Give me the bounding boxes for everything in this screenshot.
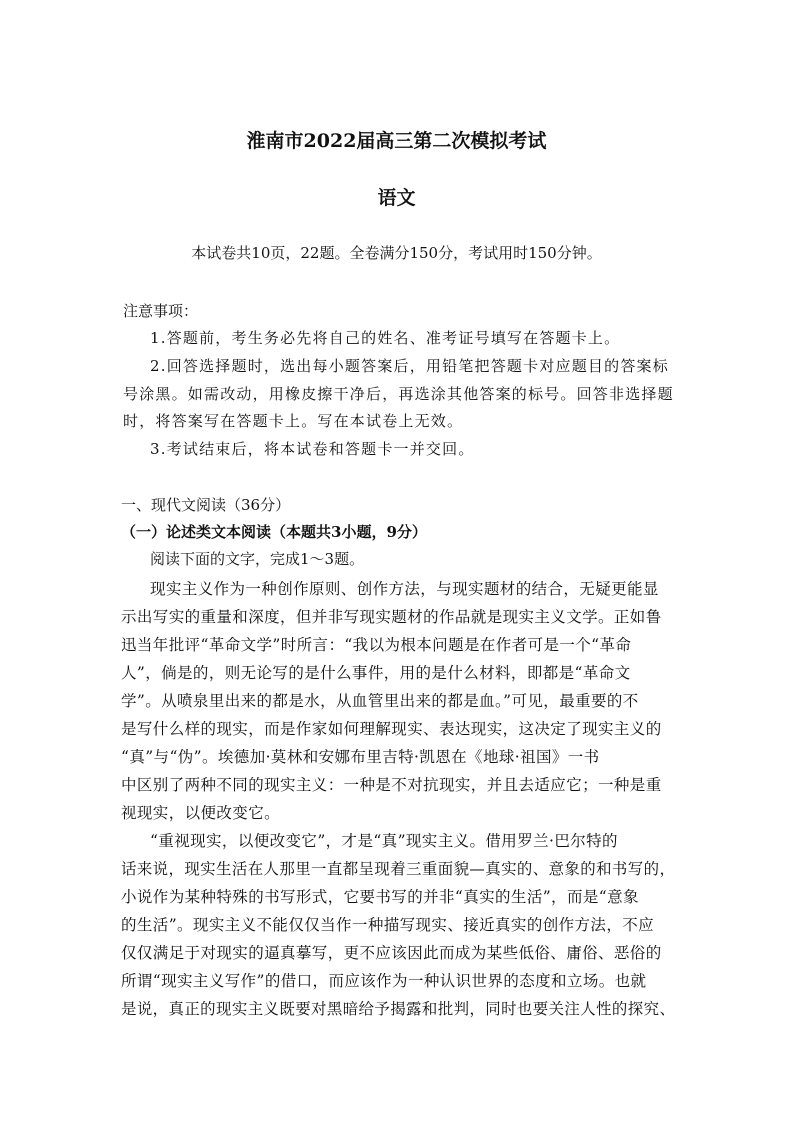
passage-line: 现实主义作为一种创作原则、创作方法，与现实题材的结合，无疑更能显	[150, 580, 659, 598]
section-title: 一、现代文阅读（36分）	[121, 496, 291, 514]
passage-line: 小说作为某种特殊的书写形式，它要书写的并非“真实的生活”，而是“意象	[121, 888, 639, 906]
passage-line: 迅当年批评“革命文学”时所言：“我以为根本问题是在作者可是一个“革命	[121, 636, 632, 654]
note-line: 3.考试结束后，将本试卷和答题卡一并交回。	[150, 440, 475, 458]
passage-line: 话来说，现实生活在人那里一直都呈现着三重面貌—真实的、意象的和书写的，	[121, 860, 676, 878]
exam-summary: 本试卷共10页，22题。全卷满分150分，考试用时150分钟。	[191, 244, 602, 262]
note-line: 1.答题前，考生务必先将自己的姓名、准考证号填写在答题卡上。	[150, 329, 621, 347]
passage-line: 人”，倘是的，则无论写的是什么事件，用的是什么材料，即都是“革命文	[121, 664, 631, 682]
passage-line: 示出写实的重量和深度，但并非写现实题材的作品就是现实主义文学。正如鲁	[121, 608, 662, 626]
passage-line: 中区别了两种不同的现实主义：一种是不对抗现实，并且去适应它；一种是重	[121, 776, 662, 794]
passage-line: 是说，真正的现实主义既要对黑暗给予揭露和批判，同时也要关注人性的探究、	[121, 1000, 676, 1018]
section-subtitle: （一）论述类文本阅读（本题共3小题，9分）	[121, 523, 427, 541]
subject-title: 语文	[377, 187, 416, 209]
reading-prompt: 阅读下面的文字，完成1～3题。	[150, 550, 365, 568]
exam-title: 淮南市2022届高三第二次模拟考试	[246, 130, 547, 152]
passage-line: 是写什么样的现实，而是作家如何理解现实、表达现实，这决定了现实主义的	[121, 720, 662, 738]
passage-line: 视现实，以便改变它。	[121, 804, 281, 822]
passage-line: “真”与“伪”。埃德加·莫林和安娜布里吉特·凯恩在《地球·祖国》一书	[121, 748, 600, 766]
passage-line: “重视现实，以便改变它”，才是“真”现实主义。借用罗兰·巴尔特的	[150, 832, 618, 850]
note-line: 2.回答选择题时，选出每小题答案后，用铅笔把答题卡对应题目的答案标	[150, 357, 669, 375]
note-line: 号涂黑。如需改动，用橡皮擦干净后，再选涂其他答案的标号。回答非选择题	[123, 385, 674, 403]
passage-line: 仅仅满足于对现实的逼真摹写，更不应该因此而成为某些低俗、庸俗、恶俗的	[121, 944, 662, 962]
passage-line: 所谓“现实主义写作”的借口，而应该作为一种认识世界的态度和立场。也就	[121, 972, 647, 990]
passage-line: 的生活”。现实主义不能仅仅当作一种描写现实、接近真实的创作方法，不应	[121, 916, 655, 934]
note-line: 时，将答案写在答题卡上。写在本试卷上无效。	[123, 412, 464, 430]
passage-line: 学”。从喷泉里出来的都是水，从血管里出来的都是血。”可见，最重要的不	[121, 692, 639, 710]
notes-heading: 注意事项：	[123, 302, 199, 320]
